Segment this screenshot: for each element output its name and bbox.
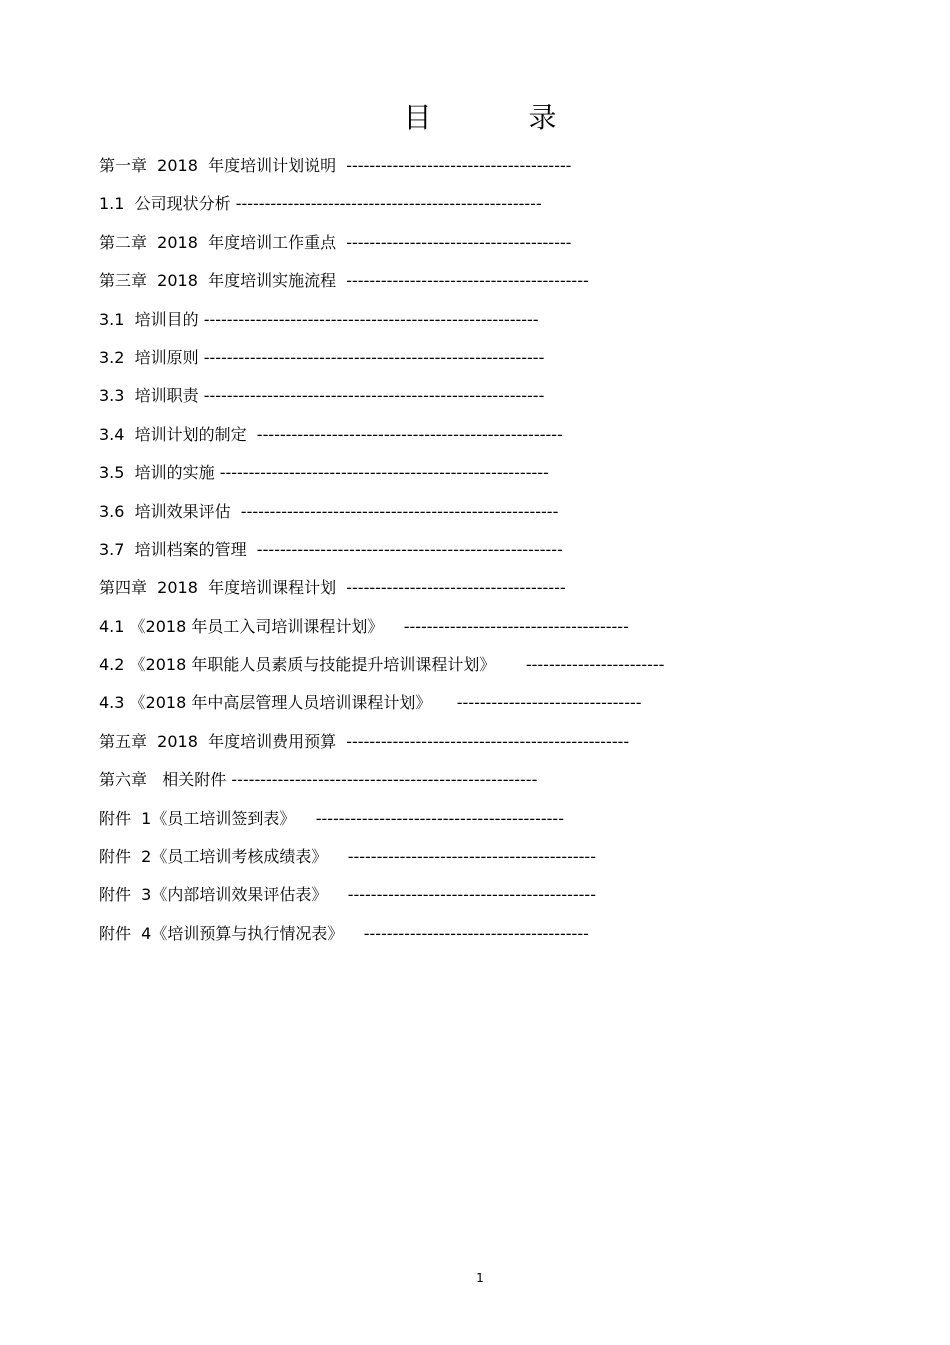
- toc-entry-label: 第五章 2018 年度培训费用预算: [99, 731, 337, 751]
- toc-entry-3-4[interactable]: [99, 421, 919, 459]
- toc-entry-chapter-3[interactable]: [99, 267, 919, 305]
- toc-dot-leader: ---------------------------------------: [336, 232, 572, 252]
- toc-entry-chapter-2[interactable]: [99, 229, 919, 267]
- toc-dot-leader: ----------------------------------------------------------: [198, 309, 539, 329]
- toc-entry-label: 附件 3《内部培训效果评估表》: [99, 885, 328, 905]
- toc-dot-leader: -------------------------------------------------: [336, 731, 630, 751]
- toc-entry-appendix-1[interactable]: [99, 805, 919, 843]
- toc-entry-4-3[interactable]: [99, 689, 919, 727]
- page-number: 1: [476, 1271, 484, 1285]
- toc-entry-label: 第三章 2018 年度培训实施流程: [99, 271, 337, 291]
- toc-entry-label: 3.4 培训计划的制定: [99, 424, 247, 444]
- toc-entry-3-5[interactable]: [99, 459, 919, 497]
- toc-dot-leader: --------------------------------------: [336, 578, 566, 598]
- toc-entry-label: 第一章 2018 年度培训计划说明: [99, 156, 337, 175]
- toc-entry-chapter-6[interactable]: [99, 766, 919, 804]
- toc-entry-label: 3.7 培训档案的管理: [99, 539, 247, 559]
- toc-dot-leader: -------------------------------------------: [327, 885, 596, 905]
- toc-dot-leader: ------------------------------------------: [336, 271, 589, 291]
- toc-entry-chapter-1[interactable]: [99, 152, 919, 190]
- toc-entry-appendix-4[interactable]: [99, 920, 919, 958]
- toc-dot-leader: ---------------------------------------: [336, 156, 572, 175]
- toc-entry-3-1[interactable]: [99, 306, 919, 344]
- toc-entry-label: 3.1 培训目的: [99, 309, 199, 329]
- toc-entry-appendix-3[interactable]: [99, 881, 919, 919]
- toc-entry-label: 3.6 培训效果评估: [99, 501, 231, 521]
- toc-entry-label: 第二章 2018 年度培训工作重点: [99, 232, 337, 252]
- toc-entry-3-7[interactable]: [99, 536, 919, 574]
- toc-dot-leader: ------------------------: [495, 655, 665, 675]
- toc-entry-1-1[interactable]: [99, 190, 919, 228]
- table-of-contents: [99, 152, 919, 958]
- toc-entry-3-6[interactable]: [99, 498, 919, 536]
- toc-entry-label: 4.1 《2018 年员工入司培训课程计划》: [99, 616, 384, 636]
- toc-dot-leader: ---------------------------------------: [383, 616, 629, 636]
- toc-entry-label: 附件 1《员工培训签到表》: [99, 808, 296, 828]
- toc-entry-4-1[interactable]: [99, 613, 919, 651]
- toc-entry-label: 第四章 2018 年度培训课程计划: [99, 578, 337, 598]
- toc-dot-leader: --------------------------------: [431, 693, 642, 713]
- toc-entry-chapter-5[interactable]: [99, 728, 919, 766]
- toc-dot-leader: -----------------------------------------------------: [246, 539, 563, 559]
- toc-entry-3-2[interactable]: [99, 344, 919, 382]
- toc-dot-leader: -----------------------------------------------------------: [198, 347, 545, 367]
- toc-entry-label: 3.5 培训的实施: [99, 463, 215, 483]
- page-title: 目 录: [403, 101, 601, 134]
- toc-entry-chapter-4[interactable]: [99, 574, 919, 612]
- toc-dot-leader: -------------------------------------------: [327, 847, 596, 867]
- toc-entry-label: 3.2 培训原则: [99, 347, 199, 367]
- toc-entry-label: 附件 4《培训预算与执行情况表》: [99, 923, 344, 943]
- toc-entry-label: 4.2 《2018 年职能人员素质与技能提升培训课程计划》: [99, 655, 496, 675]
- toc-dot-leader: -------------------------------------------: [295, 808, 564, 828]
- toc-entry-label: 1.1 公司现状分析: [99, 194, 231, 214]
- toc-entry-appendix-2[interactable]: [99, 843, 919, 881]
- toc-entry-4-2[interactable]: [99, 651, 919, 689]
- toc-entry-label: 第六章 相关附件: [99, 770, 227, 790]
- toc-dot-leader: -------------------------------------------------------: [230, 501, 559, 521]
- toc-entry-label: 4.3 《2018 年中高层管理人员培训课程计划》: [99, 693, 432, 713]
- toc-dot-leader: ---------------------------------------------------------: [214, 463, 549, 483]
- toc-dot-leader: -----------------------------------------------------: [230, 194, 542, 214]
- toc-dot-leader: ---------------------------------------: [343, 923, 589, 943]
- toc-dot-leader: -----------------------------------------------------: [246, 424, 563, 444]
- toc-dot-leader: -----------------------------------------------------: [226, 770, 538, 790]
- toc-entry-label: 3.3 培训职责: [99, 386, 199, 406]
- toc-dot-leader: -----------------------------------------------------------: [198, 386, 545, 406]
- toc-entry-label: 附件 2《员工培训考核成绩表》: [99, 847, 328, 867]
- toc-entry-3-3[interactable]: [99, 382, 919, 420]
